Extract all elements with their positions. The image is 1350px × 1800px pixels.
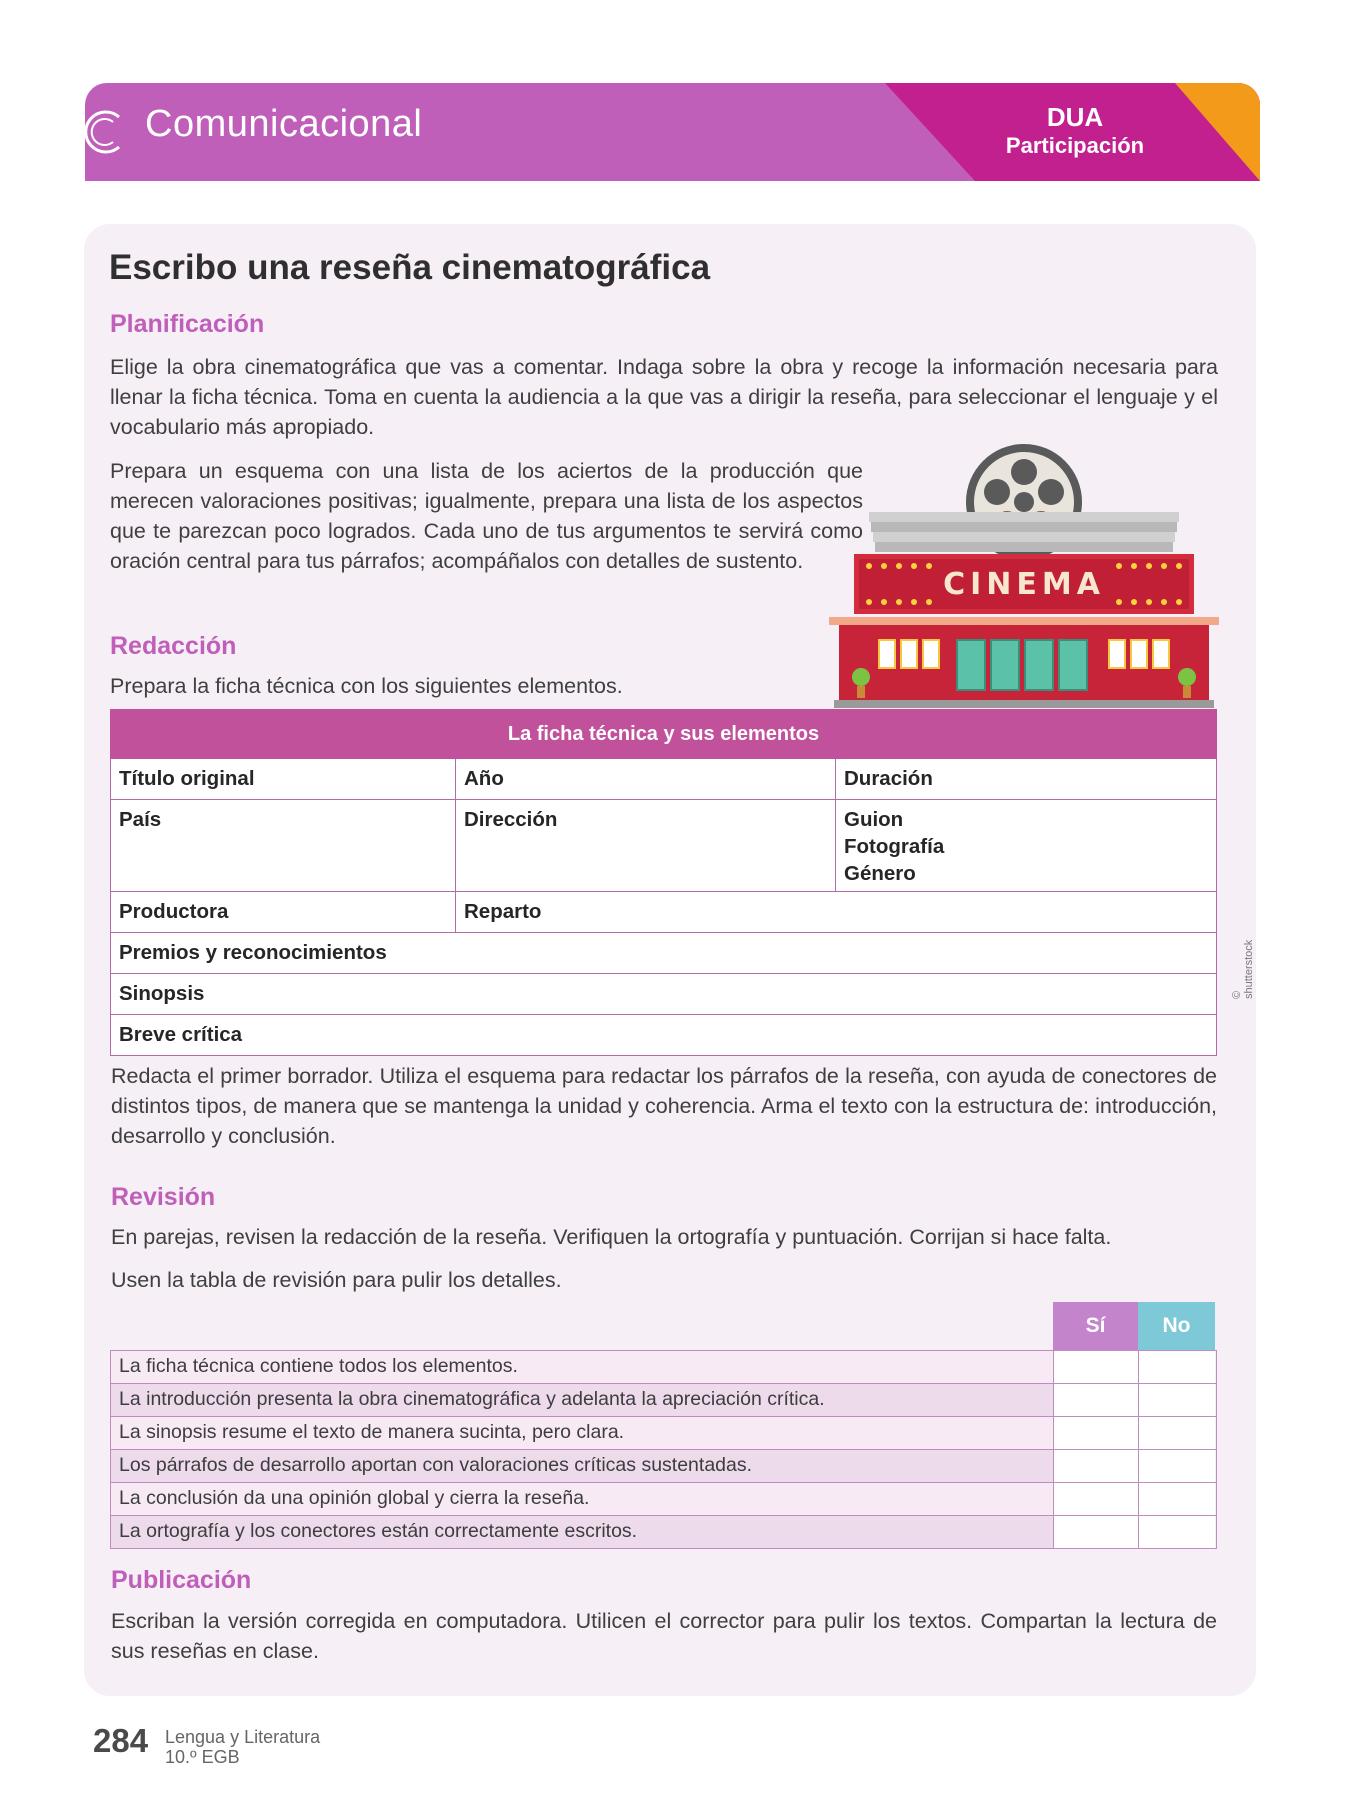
heading-publicacion: Publicación — [111, 1566, 252, 1594]
revision-checklist-table — [110, 1302, 1217, 1549]
cell-premios: Premios y reconocimientos — [119, 941, 387, 964]
checklist-header — [110, 1302, 1217, 1350]
redaccion-after-paragraph: Redacta el primer borrador. Utiliza el esquema para redactar los párrafos de la reseña, con ayuda de conectores de distintos tipos, de manera que se mantenga la unidad y coherencia. Arma el texto con la estructura de: introducción, desarrollo y conclusión. — [111, 1064, 1217, 1148]
cell-direccion: Dirección — [456, 800, 836, 891]
heading-revision: Revisión — [111, 1183, 216, 1211]
table-row — [111, 1483, 1216, 1516]
column-si: Sí — [1053, 1302, 1138, 1350]
ficha-table-title: La ficha técnica y sus elementos — [110, 709, 1217, 759]
ficha-tecnica-table — [110, 709, 1217, 1056]
table-row — [110, 974, 1217, 1015]
checklist-criterion: Los párrafos de desarrollo aportan con valoraciones críticas sustentadas. — [111, 1450, 1054, 1482]
table-row — [111, 1516, 1216, 1548]
checkbox-si-cell[interactable] — [1054, 1351, 1139, 1383]
checklist-criterion: La introducción presenta la obra cinematográfica y adelanta la apreciación crítica. — [111, 1384, 1054, 1416]
activity-card — [84, 224, 1256, 1696]
comunicacional-c-icon — [85, 105, 125, 159]
cell-reparto: Reparto — [464, 900, 542, 923]
checkbox-si-cell[interactable] — [1054, 1483, 1139, 1515]
cell-titulo-original: Título original — [111, 759, 456, 799]
checkbox-no-cell[interactable] — [1139, 1483, 1215, 1515]
redaccion-intro: Prepara la ficha técnica con los siguientes elementos. — [110, 674, 623, 698]
table-row — [111, 1351, 1216, 1384]
cell-productora: Productora — [111, 892, 456, 932]
checkbox-si-cell[interactable] — [1054, 1516, 1139, 1548]
column-no: No — [1138, 1302, 1215, 1350]
checkbox-no-cell[interactable] — [1139, 1417, 1215, 1449]
planificacion-paragraph-1: Elige la obra cinematográfica que vas a comentar. Indaga sobre la obra y recoge la información necesaria para llenar la ficha técnica. Toma en cuenta la audiencia a la que vas a dirigir la reseña, para seleccionar el lenguaje y el vocabulario más apropiado. — [110, 355, 1218, 439]
subject-name: Lengua y Literatura — [165, 1727, 321, 1747]
heading-planificacion: Planificación — [110, 310, 265, 338]
table-row — [111, 1450, 1216, 1483]
table-row — [110, 800, 1217, 892]
checkbox-no-cell[interactable] — [1139, 1384, 1215, 1416]
cell-guion: Guion — [844, 808, 904, 831]
checkbox-si-cell[interactable] — [1054, 1384, 1139, 1416]
table-row — [110, 892, 1217, 933]
dua-label — [1000, 103, 1150, 158]
table-row — [111, 1384, 1216, 1417]
cell-breve-critica: Breve crítica — [119, 1023, 243, 1046]
planificacion-paragraph-2: Prepara un esquema con una lista de los aciertos de la producción que merecen valoraciones positivas; igualmente, prepara una lista de los aspectos que te parezcan poco logrados. Cada uno de tus argumentos te servirá como oración central para tus párrafos; acompáñalos con detalles de sustento. — [110, 459, 863, 573]
cell-duracion: Duración — [844, 767, 933, 790]
cell-sinopsis: Sinopsis — [119, 982, 205, 1005]
cell-guion-fotografia-genero — [836, 800, 1216, 891]
page-title: Escribo una reseña cinematográfica — [109, 248, 711, 287]
image-credit: © shutterstock — [1231, 939, 1255, 999]
cell-pais: País — [111, 800, 456, 891]
revision-paragraph-2: Usen la tabla de revisión para pulir los detalles. — [111, 1268, 562, 1292]
checkbox-si-cell[interactable] — [1054, 1417, 1139, 1449]
checklist-criterion: La sinopsis resume el texto de manera sucinta, pero clara. — [111, 1417, 1054, 1449]
section-banner — [85, 83, 1260, 181]
section-title: Comunicacional — [145, 103, 423, 145]
heading-redaccion: Redacción — [110, 632, 237, 660]
footer-subject — [165, 1727, 320, 1767]
checklist-criterion: La ficha técnica contiene todos los elementos. — [111, 1351, 1054, 1383]
table-row — [110, 933, 1217, 974]
checklist-body — [110, 1350, 1217, 1549]
table-row — [110, 1015, 1217, 1056]
cinema-sign-text: CINEMA — [943, 567, 1105, 602]
page-number: 284 — [93, 1722, 149, 1759]
checklist-criterion: La ortografía y los conectores están correctamente escritos. — [111, 1516, 1054, 1548]
publicacion-paragraph: Escriban la versión corregida en computadora. Utilicen el corrector para pulir los textos. Compartan la lectura de sus reseñas en clase. — [111, 1609, 1217, 1663]
cinema-illustration — [829, 442, 1219, 712]
checkbox-no-cell[interactable] — [1139, 1516, 1215, 1548]
checklist-criterion: La conclusión da una opinión global y cierra la reseña. — [111, 1483, 1054, 1515]
revision-paragraph-1: En parejas, revisen la redacción de la reseña. Verifiquen la ortografía y puntuación. Corrijan si hace falta. — [111, 1225, 1112, 1249]
checkbox-no-cell[interactable] — [1139, 1450, 1215, 1482]
checkbox-si-cell[interactable] — [1054, 1450, 1139, 1482]
cell-fotografia: Fotografía — [844, 835, 945, 858]
cell-genero: Género — [844, 862, 916, 885]
checkbox-no-cell[interactable] — [1139, 1351, 1215, 1383]
table-row — [111, 1417, 1216, 1450]
dua-subtitle: Participación — [1005, 132, 1145, 158]
grade-label: 10.º EGB — [165, 1747, 240, 1767]
table-row — [110, 759, 1217, 800]
cell-anio: Año — [456, 759, 836, 799]
dua-title: DUA — [1046, 102, 1104, 132]
